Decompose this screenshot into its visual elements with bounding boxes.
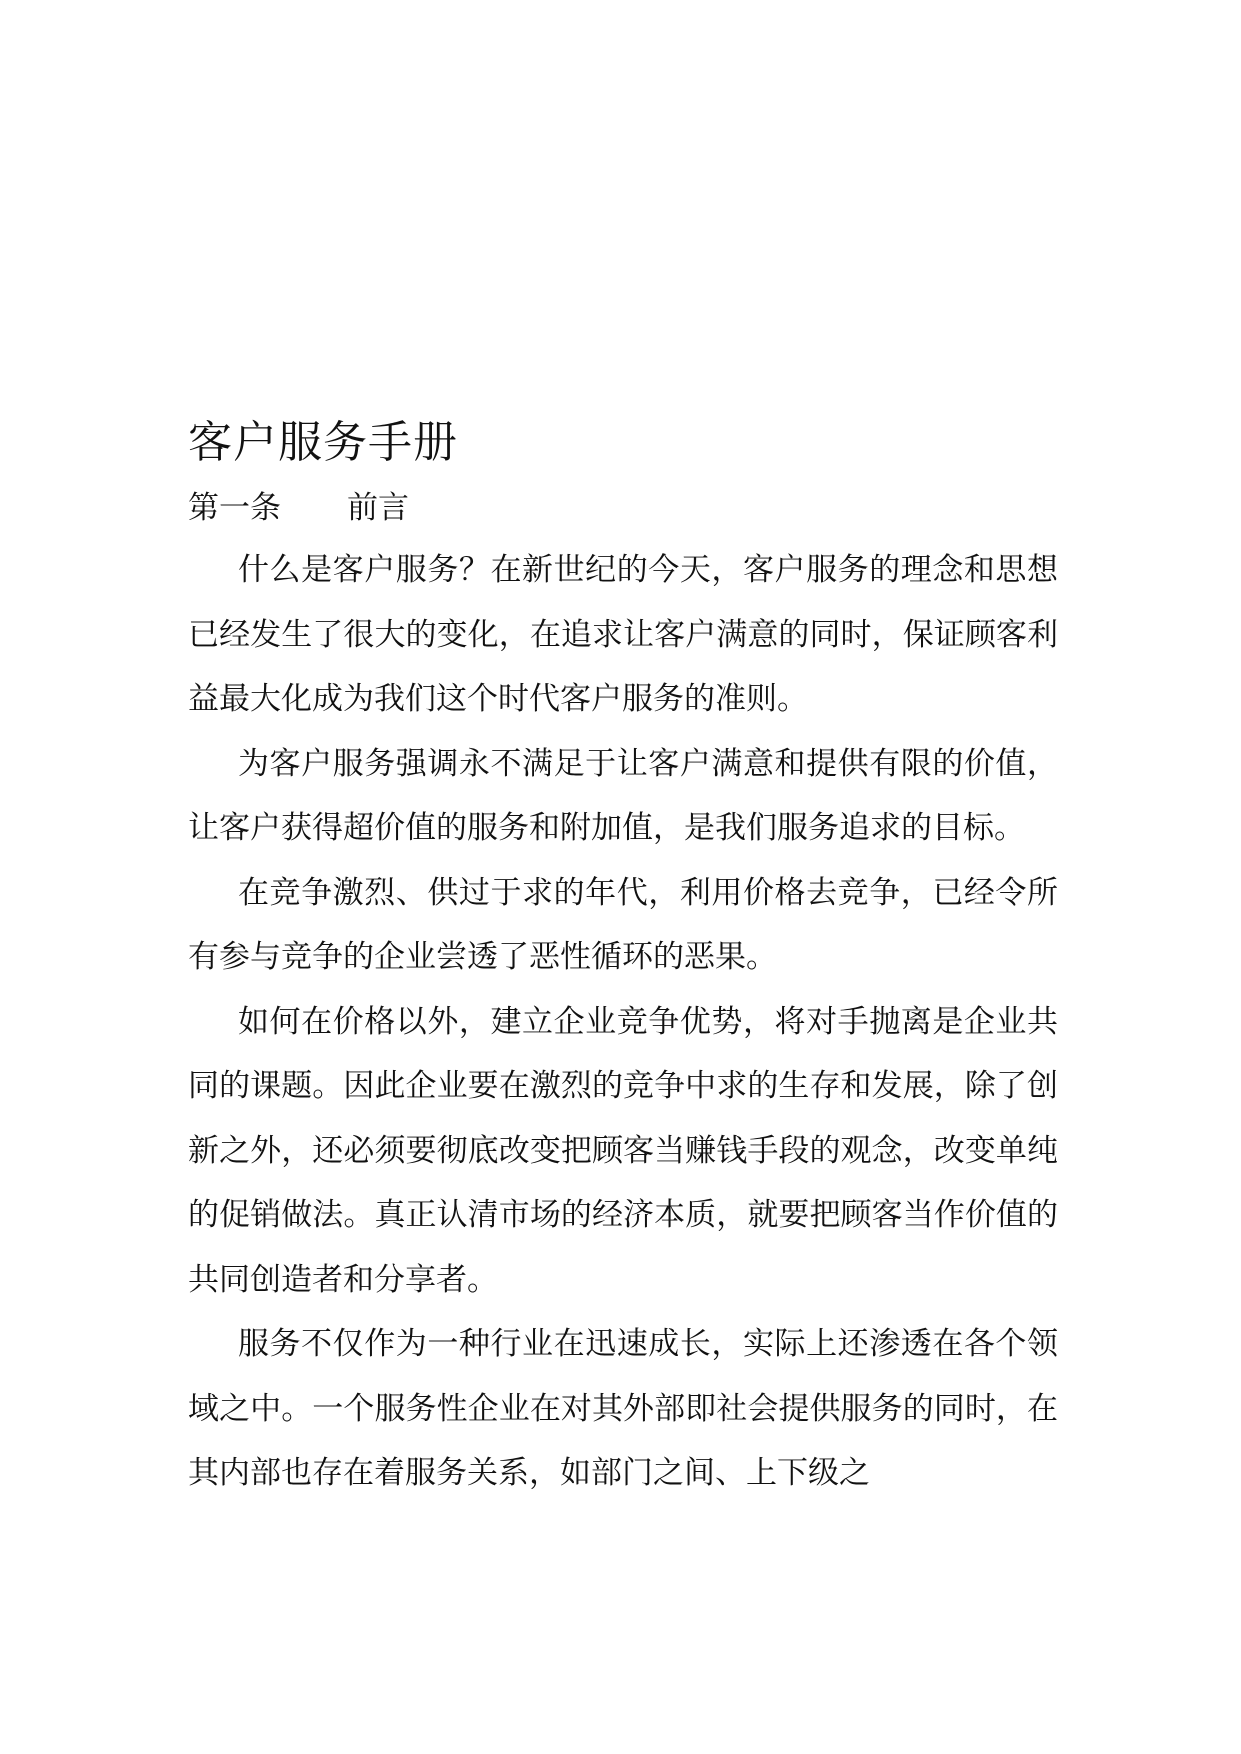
paragraph: 在竞争激烈、供过于求的年代，利用价格去竞争，已经令所有参与竞争的企业尝透了恶性循环的恶果。 xyxy=(188,874,1058,975)
paragraph: 为客户服务强调永不满足于让客户满意和提供有限的价值，让客户获得超价值的服务和附加值，是我们服务追求的目标。 xyxy=(188,745,1058,846)
article-number: 第一条 xyxy=(188,490,281,526)
document-title: 客户服务手册 xyxy=(188,417,458,468)
article-heading xyxy=(188,478,1058,538)
paragraph: 如何在价格以外，建立企业竞争优势，将对手抛离是企业共同的课题。因此企业要在激烈的竞争中求的生存和发展，除了创新之外，还必须要彻底改变把顾客当赚钱手段的观念，改变单纯的促销做法。真正认清市场的经济本质，就要把顾客当作价值的共同创造者和分享者。 xyxy=(188,1003,1058,1298)
paragraph: 服务不仅作为一种行业在迅速成长，实际上还渗透在各个领域之中。一个服务性企业在对其外部即社会提供服务的同时，在其内部也存在着服务关系，如部门之间、上下级之 xyxy=(188,1326,1058,1491)
article-name: 前言 xyxy=(347,490,409,526)
document-body xyxy=(188,408,1058,1506)
paragraph: 什么是客户服务？在新世纪的今天，客户服务的理念和思想已经发生了很大的变化，在追求让客户满意的同时，保证顾客利益最大化成为我们这个时代客户服务的准则。 xyxy=(188,552,1058,717)
